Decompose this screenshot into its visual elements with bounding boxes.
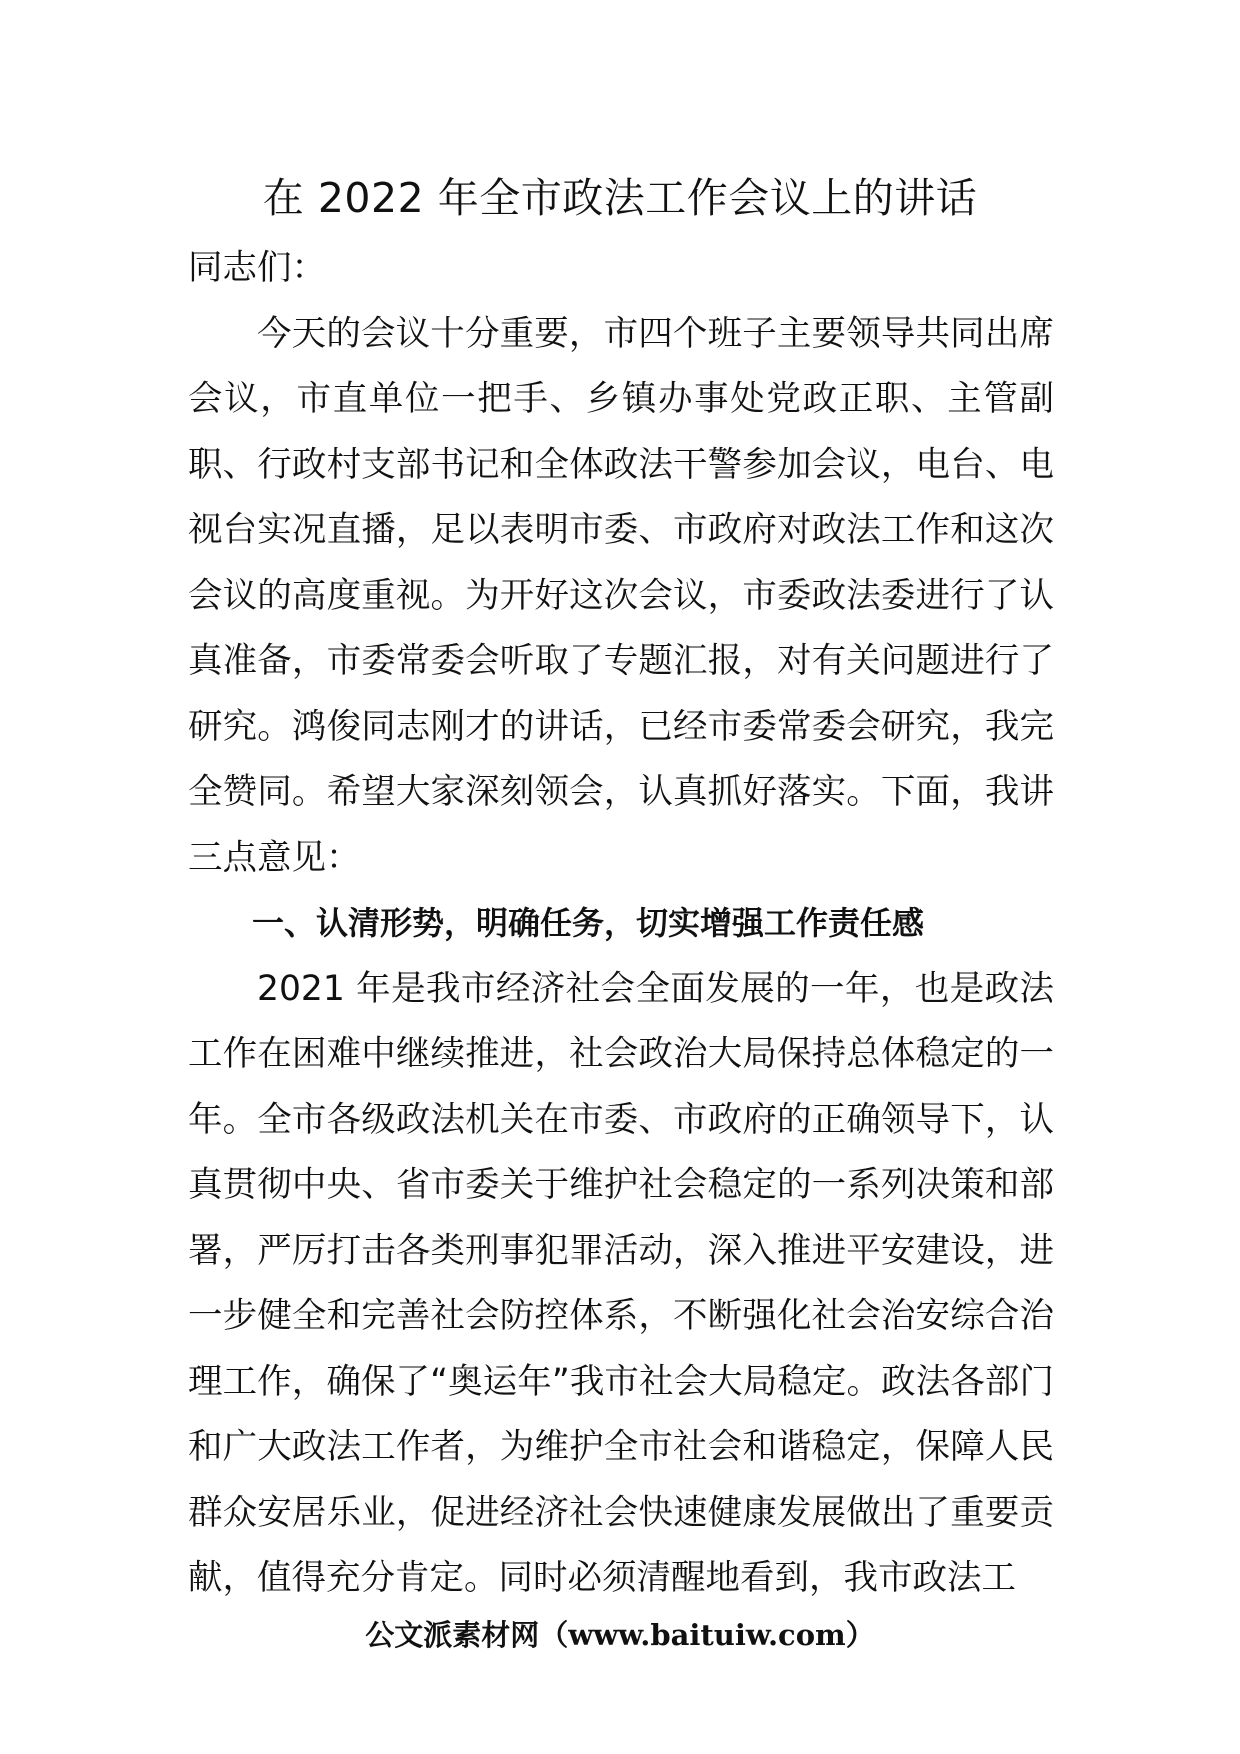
section-heading: 一、认清形势，明确任务，切实增强工作责任感 [252,904,925,942]
document-title: 在 2022 年全市政法工作会议上的讲话 [262,174,978,222]
salutation: 同志们： [188,248,326,288]
paragraph-section-1: 2021 年是我市经济社会全面发展的一年，也是政法工作在困难中继续推进，社会政治大局保持总体稳定的一年。全市各级政法机关在市委、市政府的正确领导下，认真贯彻中央、省市委关于维护社会稳定的一系列决策和部署，严厉打击各类刑事犯罪活动，深入推进平安建设，进一步健全和完善社会防控体系，不断强化社会治安综合治理工作，确保了“奥运年”我市社会大局稳定。政法各部门和广大政法工作者，为维护全市社会和谐稳定，保障人民群众安居乐业，促进经济社会快速健康发展做出了重要贡献，值得充分肯定。同时必须清醒地看到，我市政法工 [188,968,1054,1598]
footer-watermark: 公文派素材网（www.baituiw.com） [365,1618,875,1652]
document-body [188,236,1054,1612]
paragraph-intro: 今天的会议十分重要，市四个班子主要领导共同出席会议，市直单位一把手、乡镇办事处党政正职、主管副职、行政村支部书记和全体政法干警参加会议，电台、电视台实况直播，足以表明市委、市政府对政法工作和这次会议的高度重视。为开好这次会议，市委政法委进行了认真准备，市委常委会听取了专题汇报，对有关问题进行了研究。鸿俊同志刚才的讲话，已经市委常委会研究，我完全赞同。希望大家深刻领会，认真抓好落实。下面，我讲三点意见： [188,313,1054,878]
